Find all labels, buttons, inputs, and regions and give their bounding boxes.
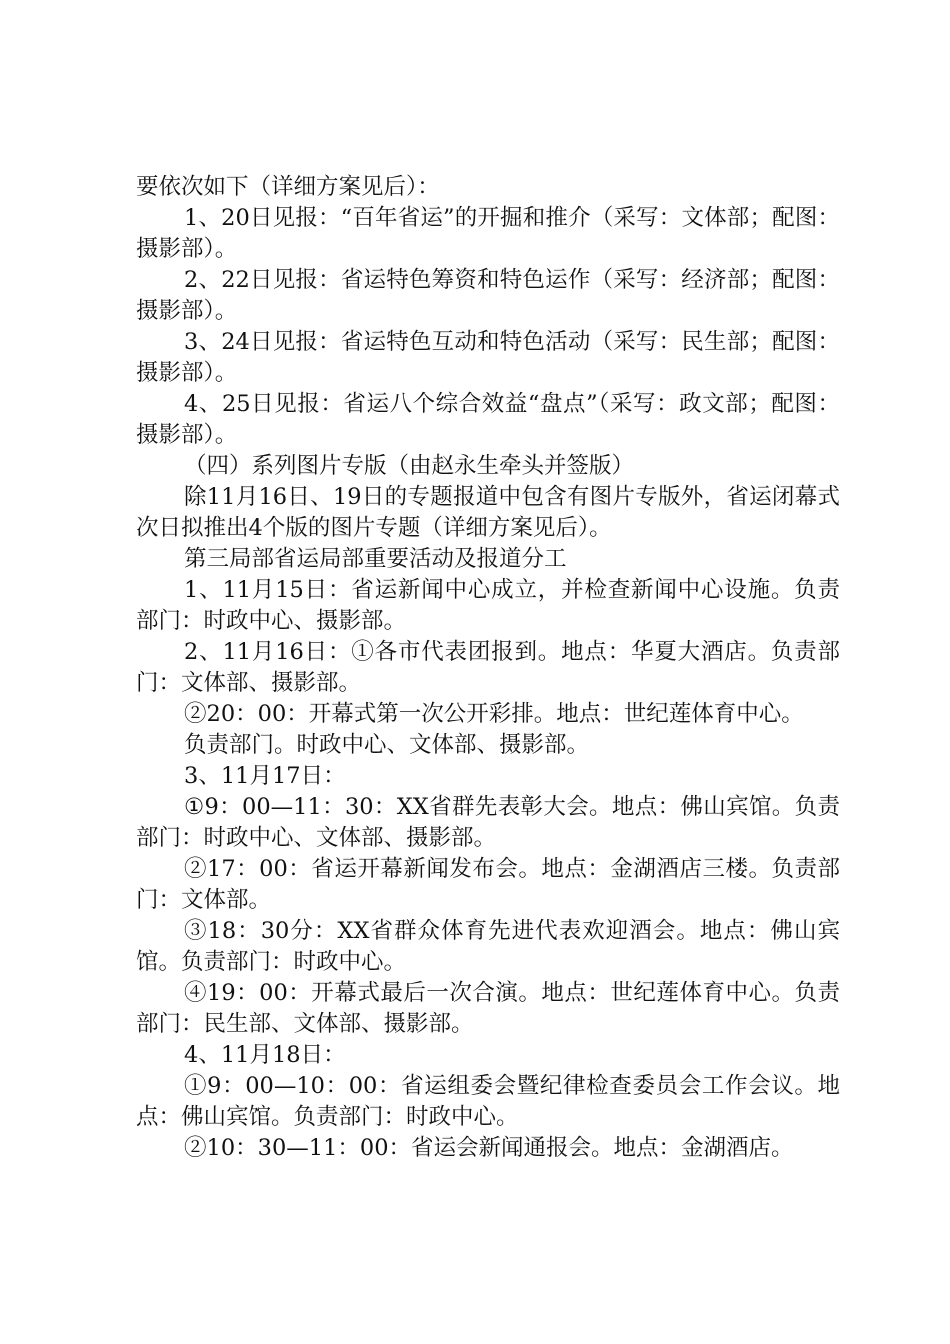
paragraph-intro: 要依次如下（详细方案见后）： <box>136 174 440 200</box>
paragraph-nov16-dept: 负责部门。时政中心、文体部、摄影部。 <box>184 732 590 758</box>
paragraph-nov18-b: ②10：30—11：00：省运会新闻通报会。地点：金湖酒店。 <box>184 1135 794 1161</box>
paragraph-nov18: 4、11月18日： <box>184 1042 346 1068</box>
paragraph-nov16-b: ②20：00：开幕式第一次公开彩排。地点：世纪莲体育中心。 <box>184 701 804 727</box>
paragraph-nov17-d: ④19：00：开幕式最后一次合演。地点：世纪莲体育中心。负责部门：民生部、文体部、摄影部。 <box>136 980 840 1037</box>
document-page <box>136 172 840 1164</box>
paragraph-item-3: 3、24日见报：省运特色互动和特色活动（采写：民生部；配图：摄影部）。 <box>136 329 840 386</box>
paragraph-item-2: 2、22日见报：省运特色筹资和特色运作（采写：经济部；配图：摄影部）。 <box>136 267 840 324</box>
paragraph-nov15: 1、11月15日：省运新闻中心成立，并检查新闻中心设施。负责部门：时政中心、摄影部。 <box>136 577 840 634</box>
paragraph-nov17-a: ①9：00—11：30：XX省群先表彰大会。地点：佛山宾馆。负责部门：时政中心、文体部、摄影部。 <box>136 794 840 851</box>
paragraph-nov17-b: ②17：00：省运开幕新闻发布会。地点：金湖酒店三楼。负责部门：文体部。 <box>136 856 840 913</box>
paragraph-nov16-a: 2、11月16日：①各市代表团报到。地点：华夏大酒店。负责部门：文体部、摄影部。 <box>136 639 840 696</box>
paragraph-nov17: 3、11月17日： <box>184 763 346 789</box>
section-heading-photo: （四）系列图片专版（由赵永生牵头并签版） <box>184 453 635 479</box>
paragraph-item-1: 1、20日见报：“百年省运”的开掘和推介（采写：文体部；配图：摄影部）。 <box>136 205 840 262</box>
paragraph-nov17-c: ③18：30分：XX省群众体育先进代表欢迎酒会。地点：佛山宾馆。负责部门：时政中心。 <box>136 918 840 975</box>
paragraph-photo-plan: 除11月16日、19日的专题报道中包含有图片专版外，省运闭幕式次日拟推出4个版的图片专题（详细方案见后）。 <box>136 484 840 541</box>
paragraph-item-4: 4、25日见报：省运八个综合效益“盘点”（采写：政文部；配图：摄影部）。 <box>136 391 840 448</box>
section-heading-part3: 第三局部省运局部重要活动及报道分工 <box>184 546 567 572</box>
paragraph-nov18-a: ①9：00—10：00：省运组委会暨纪律检查委员会工作会议。地点：佛山宾馆。负责部门：时政中心。 <box>136 1073 840 1130</box>
